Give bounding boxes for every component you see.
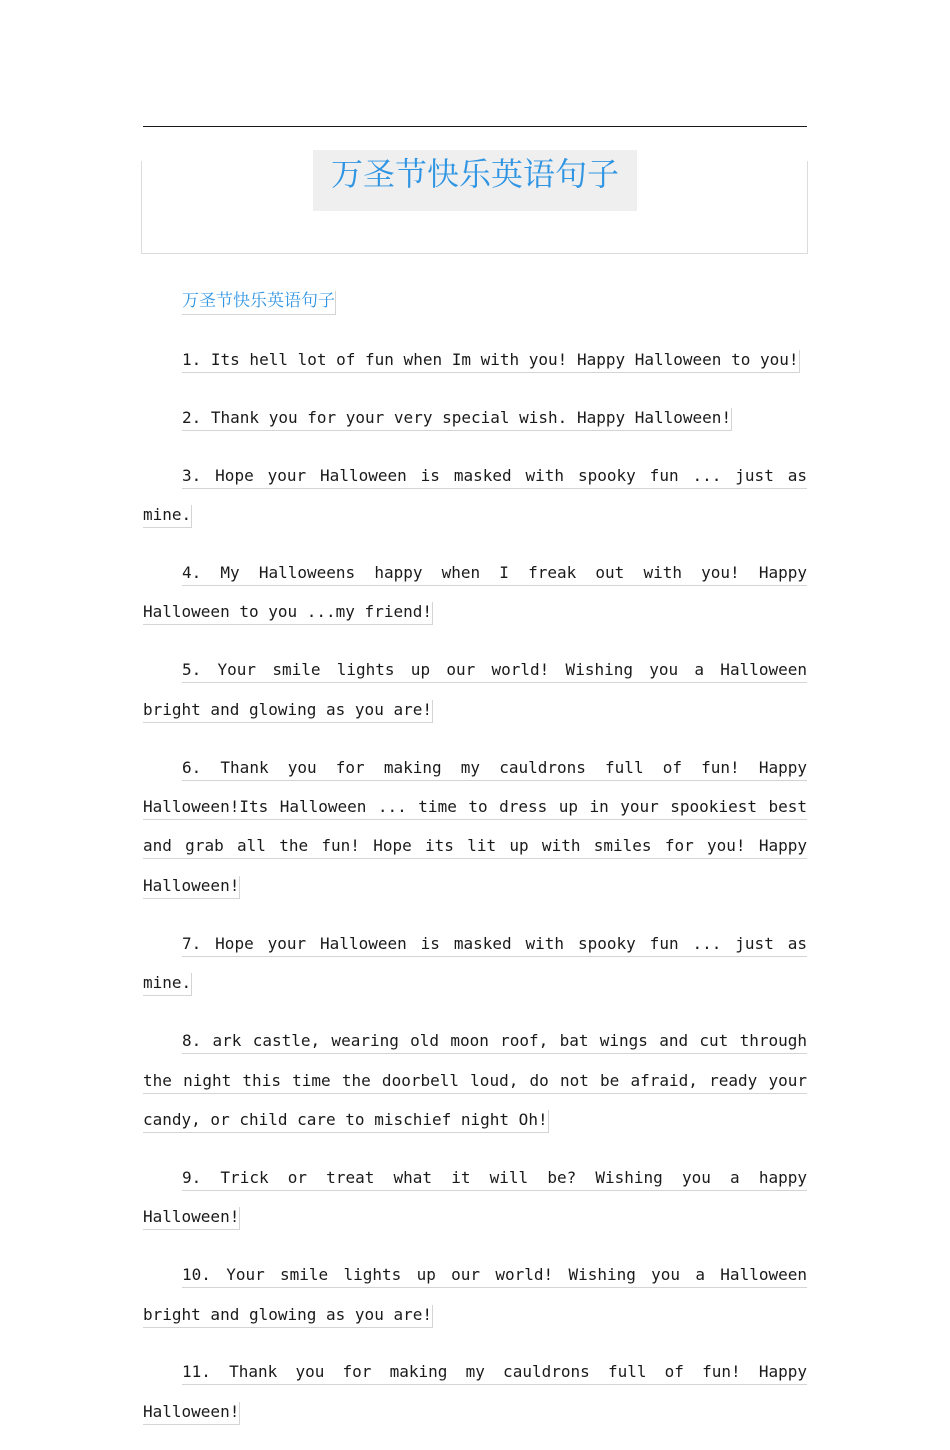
- list-item: [143, 398, 807, 437]
- list-item: [143, 1352, 807, 1431]
- list-item: [143, 553, 807, 632]
- list-item: [143, 340, 807, 379]
- list-item: [143, 456, 807, 535]
- list-item: [143, 748, 807, 906]
- header-rule: [143, 126, 807, 127]
- list-item-text: 11. Thank you for making my cauldrons full of fun! Happy Halloween!: [143, 1362, 807, 1424]
- list-item-text: 7. Hope your Halloween is masked with spooky fun ... just as mine.: [143, 934, 807, 996]
- list-item-text: 1. Its hell lot of fun when Im with you! Happy Halloween to you!: [182, 350, 800, 373]
- document-body: [143, 282, 807, 1450]
- list-item-text: 10. Your smile lights up our world! Wishing you a Halloween bright and glowing as you are!: [143, 1265, 807, 1327]
- list-item: [143, 1021, 807, 1139]
- section-heading: [143, 282, 807, 321]
- list-item: [143, 1255, 807, 1334]
- list-item-text: 9. Trick or treat what it will be? Wishing you a happy Halloween!: [143, 1168, 807, 1230]
- list-item: [143, 924, 807, 1003]
- list-item-text: 6. Thank you for making my cauldrons full of fun! Happy Halloween!Its Halloween ... time to dress up in your spookiest best and grab all the fun! Hope its lit up with smiles for you! Happy Halloween!: [143, 758, 807, 899]
- list-item-text: 3. Hope your Halloween is masked with spooky fun ... just as mine.: [143, 466, 807, 528]
- list-item-text: 8. ark castle, wearing old moon roof, bat wings and cut through the night this time the doorbell loud, do not be afraid, ready your candy, or child care to mischief night Oh!: [143, 1031, 807, 1133]
- list-item-text: 2. Thank you for your very special wish. Happy Halloween!: [182, 408, 732, 431]
- page-title: 万圣节快乐英语句子: [313, 150, 637, 211]
- section-heading-text: 万圣节快乐英语句子: [182, 291, 336, 315]
- list-item-text: 4. My Halloweens happy when I freak out with you! Happy Halloween to you ...my friend!: [143, 563, 807, 625]
- list-item: [143, 650, 807, 729]
- list-item: [143, 1158, 807, 1237]
- list-item-text: 5. Your smile lights up our world! Wishing you a Halloween bright and glowing as you are!: [143, 660, 807, 722]
